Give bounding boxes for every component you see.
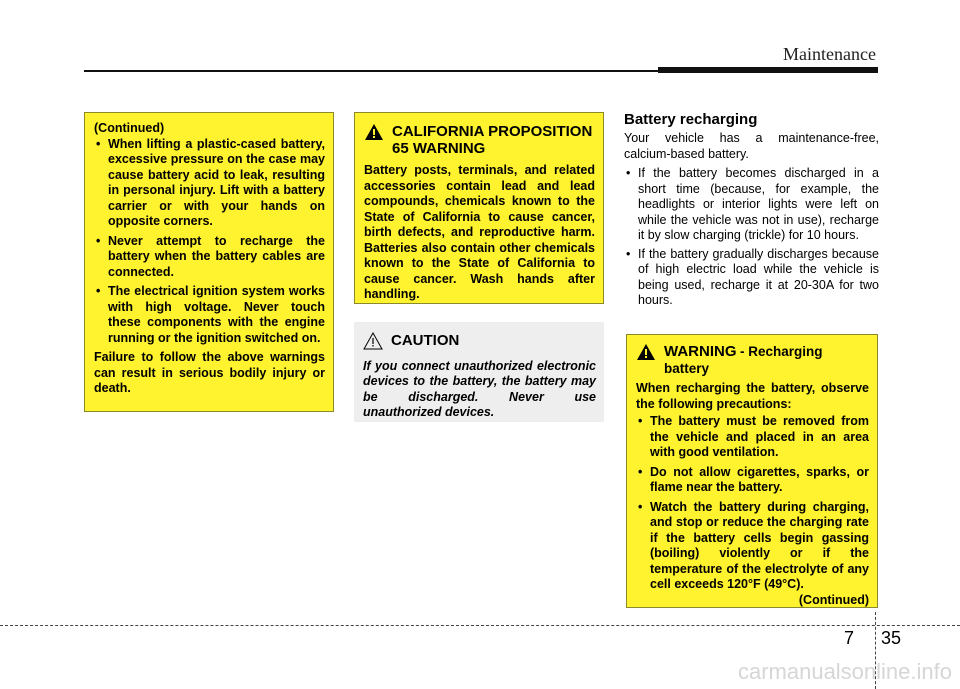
recharging-warning-subtitle: - Recharging battery <box>664 344 823 376</box>
continued-warning-box <box>84 112 334 412</box>
section-title: Maintenance <box>783 44 876 64</box>
caution-header <box>363 332 596 355</box>
caution-body: If you connect unauthorized electronic devices to the battery, the battery may be discharged. Never use unauthorized devices. <box>363 358 596 419</box>
list-item: • The battery must be removed from the vehicle and placed in an area with good ventilation. <box>636 414 869 461</box>
caution-box <box>354 322 604 422</box>
recharging-warning-title: WARNING <box>664 343 737 360</box>
caution-triangle-icon <box>363 332 383 355</box>
battery-recharging-heading: Battery recharging <box>624 111 758 128</box>
watermark: carmanualsonline.info <box>737 659 952 684</box>
list-item: • Do not allow cigarettes, sparks, or flame near the battery. <box>636 465 869 496</box>
warning-triangle-icon <box>364 123 384 146</box>
recharging-warning-header <box>636 343 869 377</box>
continued-footer-text: Failure to follow the above warnings can result in serious bodily injury or death. <box>94 350 325 395</box>
list-item: • If the battery becomes discharged in a short time (because, for example, the headlights or interior lights were left on while the vehicle was not in use), recharge it by slow charging (trickle) for 10 hours. <box>624 166 879 244</box>
list-item: • If the battery gradually discharges because of high electric load while the vehicle is being used, recharge it at 20-30A for two hours. <box>624 247 879 309</box>
california-warning-box <box>354 112 604 304</box>
california-warning-title: CALIFORNIA PROPOSITION 65 WARNING <box>392 123 593 157</box>
battery-recharging-list <box>624 166 879 309</box>
california-warning-header <box>364 123 595 157</box>
recharging-warning-intro: When recharging the battery, observe the following precautions: <box>636 381 869 411</box>
warning-triangle-icon <box>636 343 656 366</box>
continued-list <box>94 137 325 347</box>
footer-rule <box>0 625 960 626</box>
list-item: • The electrical ignition system works with high voltage. Never touch these components with the engine running or the ignition switched on. <box>94 284 325 346</box>
header-bar <box>658 67 878 73</box>
california-warning-body: Battery posts, terminals, and related accessories contain lead and lead compounds, chemicals known to the State of California to cause cancer, birth defects, and reproductive harm. Batteries also contain other chemicals known to the State of California to cause cancer. Wash hands after handling. <box>364 163 595 301</box>
recharging-continued-label: (Continued) <box>798 592 869 607</box>
list-item: • Watch the battery during charging, and stop or reduce the charging rate if the battery cells begin gassing (boiling) violently or if the temperature of the electrolyte of any cell exceeds 120°F (49°C). <box>636 500 869 593</box>
recharging-warning-box <box>626 334 878 608</box>
list-item: • When lifting a plastic-cased battery, excessive pressure on the case may cause battery acid to leak, resulting in personal injury. Lift with a battery carrier or with your hands on opposite corners. <box>94 137 325 230</box>
battery-recharging-intro: Your vehicle has a maintenance-free, calcium-based battery. <box>624 131 879 161</box>
page-number: 35 <box>881 628 902 648</box>
continued-label: (Continued) <box>94 121 165 135</box>
caution-title: CAUTION <box>391 332 460 349</box>
battery-recharging-body <box>624 131 879 312</box>
recharging-warning-list <box>636 414 869 593</box>
chapter-number: 7 <box>844 628 855 648</box>
list-item: • Never attempt to recharge the battery when the battery cables are connected. <box>94 234 325 281</box>
